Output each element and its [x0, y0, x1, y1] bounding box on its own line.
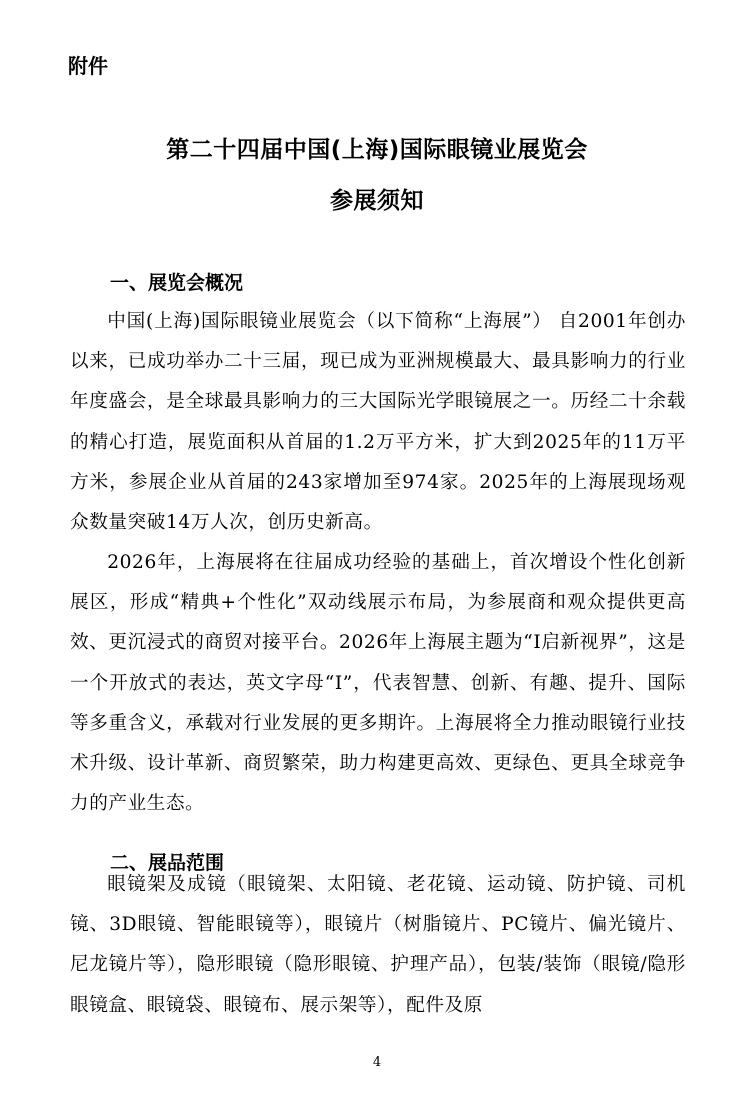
page-number: 4	[372, 1055, 382, 1070]
section-heading-exhibit-scope: 二、展品范围	[110, 852, 225, 874]
document-title: 第二十四届中国(上海)国际眼镜业展览会	[166, 137, 588, 163]
paragraph-overview-1: 中国(上海)国际眼镜业展览会（以下简称“上海展”） 自2001年创办以来，已成功举办二十三届，现已成为亚洲规模最大、最具影响力的行业年度盛会，是全球最具影响力的三大国际光学眼镜展之一。历经二十余载的精心打造，展览面积从首届的1.2万平方米，扩大到2025年的11万平方米，参展企业从首届的243家增加至974家。2025年的上海展现场观众数量突破14万人次，创历史新高。	[70, 311, 686, 534]
attachment-label: 附件	[68, 54, 108, 78]
section-heading-overview: 一、展览会概况	[110, 272, 244, 294]
paragraph-exhibit-scope: 眼镜架及成镜（眼镜架、太阳镜、老花镜、运动镜、防护镜、司机镜、3D眼镜、智能眼镜等），眼镜片（树脂镜片、PC镜片、偏光镜片、尼龙镜片等），隐形眼镜（隐形眼镜、护理产品），包装/装饰（眼镜/隐形眼镜盒、眼镜袋、眼镜布、展示架等），配件及原	[70, 874, 686, 1016]
paragraph-overview-2: 2026年，上海展将在往届成功经验的基础上，首次增设个性化创新展区，形成“精典+个性化”双动线展示布局，为参展商和观众提供更高效、更沉浸式的商贸对接平台。2026年上海展主题为“I启新视界”，这是一个开放式的表达，英文字母“I”，代表智慧、创新、有趣、提升、国际等多重含义，承载对行业发展的更多期许。上海展将全力推动眼镜行业技术升级、设计革新、商贸繁荣，助力构建更高效、更绿色、更具全球竞争力的产业生态。	[70, 552, 686, 815]
document-subtitle: 参展须知	[330, 188, 424, 214]
